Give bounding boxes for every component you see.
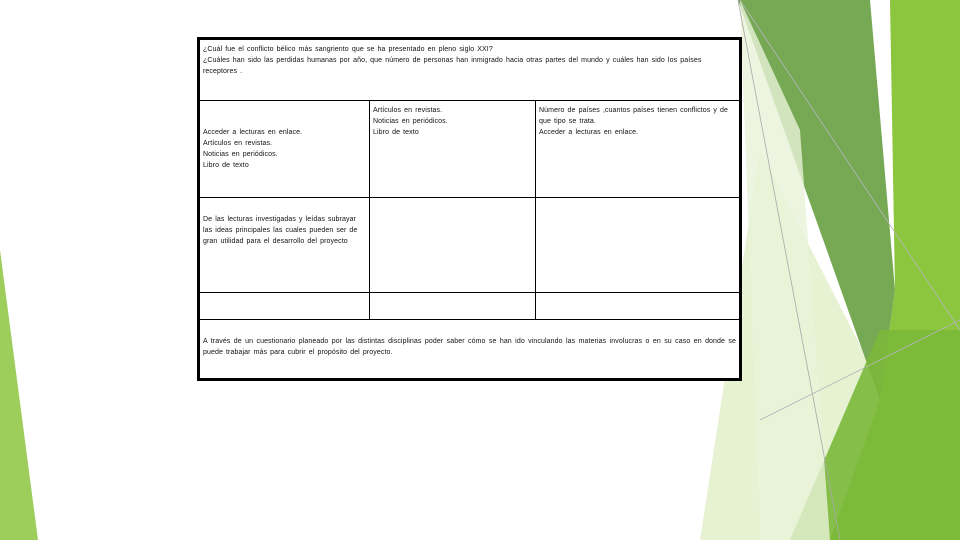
row2-col2-cell bbox=[369, 197, 536, 293]
row3-col3-cell bbox=[535, 292, 740, 320]
project-table bbox=[197, 37, 742, 381]
row1-col1-cell bbox=[199, 100, 370, 198]
conclusion-cell: A través de un cuestionario planeado por las distintas disciplinas poder saber cómo se han ido vinculando las materias involucras o en su caso en donde se puede trabajar más para cubrir el propósito del proyecto. bbox=[199, 319, 740, 379]
row1-col2-cell: Artículos en revistas. Noticias en periódicos. Libro de texto bbox=[369, 100, 536, 198]
row3-col1-cell bbox=[199, 292, 370, 320]
row3-col2-cell bbox=[369, 292, 536, 320]
left-green-facet bbox=[0, 250, 38, 540]
row1-col1-text: Acceder a lecturas en enlace. Artículos en revistas. Noticias en periódicos. Libro de texto bbox=[203, 129, 303, 169]
row1-col3-cell: Número de países ,cuantos países tienen conflictos y de que tipo se trata. Acceder a lecturas en enlace. bbox=[535, 100, 740, 198]
row2-col3-cell bbox=[535, 197, 740, 293]
questions-cell: ¿Cuál fue el conflicto bélico más sangriento que se ha presentado en pleno siglo XXI? ¿Cuáles han sido las perdidas humanas por año, que número de personas han inmigrado hacia otras partes del mundo y cuáles han sido los países receptores . bbox=[199, 39, 740, 101]
row2-col1-text: De las lecturas investigadas y leídas subrayar las ideas principales las cuales pueden ser de gran utilidad para el desarrollo del proyecto bbox=[203, 215, 358, 245]
row2-col1-cell bbox=[199, 197, 370, 293]
